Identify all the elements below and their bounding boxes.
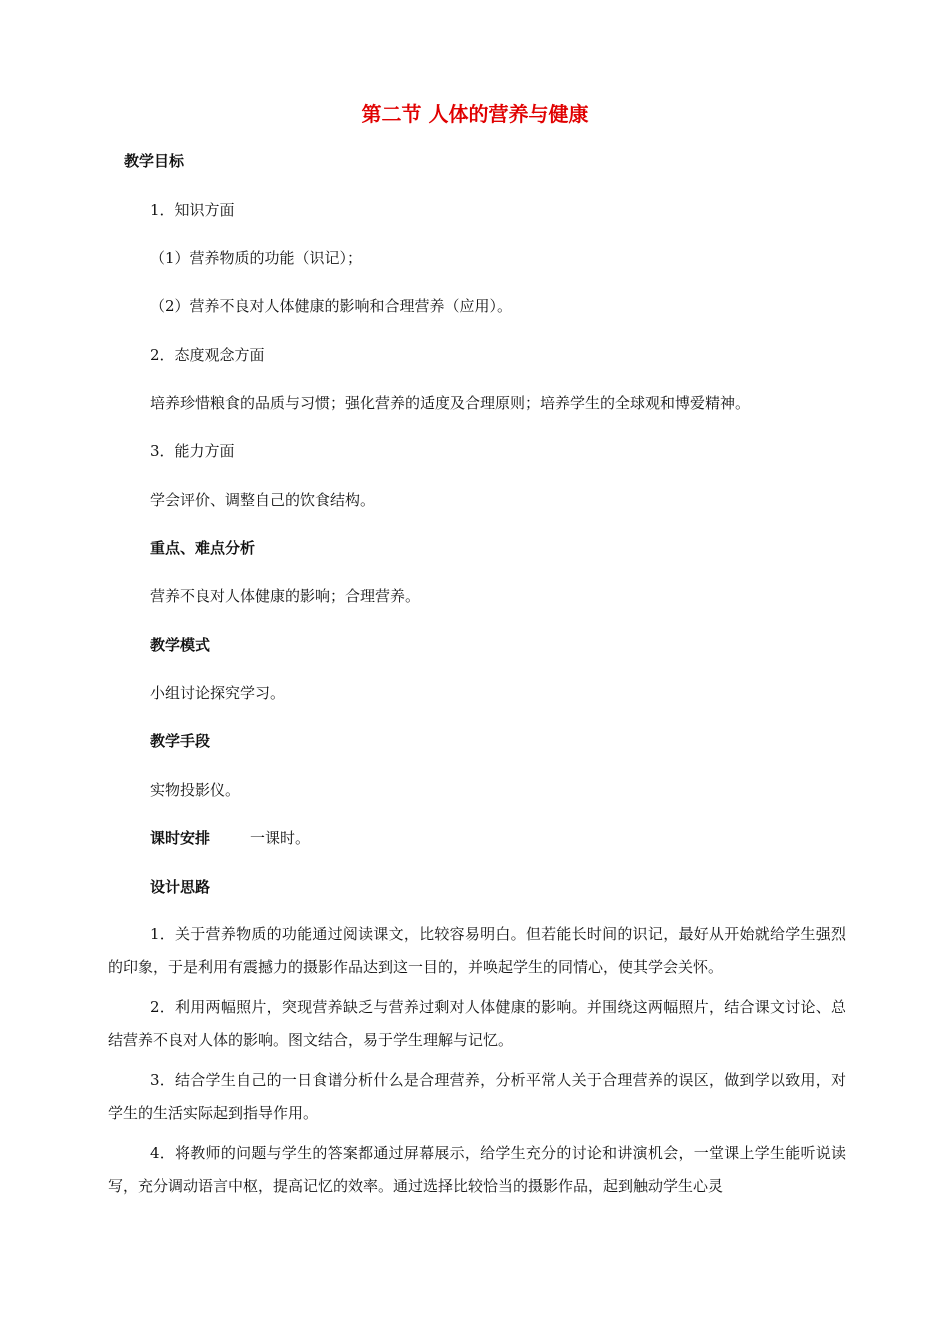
schedule-row bbox=[150, 827, 310, 849]
teaching-mode-text: 小组讨论探究学习。 bbox=[150, 684, 286, 702]
schedule-text: 一课时。 bbox=[250, 829, 311, 847]
design-paragraph-2: 2．利用两幅照片，突现营养缺乏与营养过剩对人体健康的影响。并围绕这两幅照片，结合课文讨论、总结营养不良对人体的影响。图文结合，易于学生理解与记忆。 bbox=[108, 998, 846, 1049]
schedule-heading: 课时安排 bbox=[150, 829, 211, 847]
knowledge-item-1: （1）营养物质的功能（识记）； bbox=[150, 249, 363, 267]
design-paragraph-3: 3．结合学生自己的一日食谱分析什么是合理营养，分析平常人关于合理营养的误区，做到学以致用，对学生的生活实际起到指导作用。 bbox=[108, 1071, 846, 1122]
design-paragraph-1: 1．关于营养物质的功能通过阅读课文，比较容易明白。但若能长时间的识记，最好从开始就给学生强烈的印象，于是利用有震撼力的摄影作品达到这一目的，并唤起学生的同情心，使其学会关怀。 bbox=[108, 925, 846, 976]
ability-label: 3．能力方面 bbox=[150, 442, 235, 460]
teaching-means-heading: 教学手段 bbox=[150, 732, 211, 750]
attitude-label: 2．态度观念方面 bbox=[150, 346, 265, 364]
objectives-heading: 教学目标 bbox=[124, 152, 185, 170]
knowledge-item-2: （2）营养不良对人体健康的影响和合理营养（应用）。 bbox=[150, 297, 513, 315]
attitude-text: 培养珍惜粮食的品质与习惯；强化营养的适度及合理原则；培养学生的全球观和博爱精神。 bbox=[150, 394, 751, 412]
design-heading: 设计思路 bbox=[150, 878, 211, 896]
page-title: 第二节 人体的营养与健康 bbox=[361, 102, 589, 126]
teaching-mode-heading: 教学模式 bbox=[150, 636, 211, 654]
key-points-text: 营养不良对人体健康的影响；合理营养。 bbox=[150, 587, 421, 605]
key-points-heading: 重点、难点分析 bbox=[150, 539, 256, 557]
ability-text: 学会评价、调整自己的饮食结构。 bbox=[150, 491, 376, 509]
design-paragraph-4: 4．将教师的问题与学生的答案都通过屏幕展示，给学生充分的讨论和讲演机会，一堂课上学生能听说读写，充分调动语言中枢，提高记忆的效率。通过选择比较恰当的摄影作品，起到触动学生心灵 bbox=[108, 1144, 846, 1195]
teaching-means-text: 实物投影仪。 bbox=[150, 781, 241, 799]
knowledge-label: 1．知识方面 bbox=[150, 201, 235, 219]
